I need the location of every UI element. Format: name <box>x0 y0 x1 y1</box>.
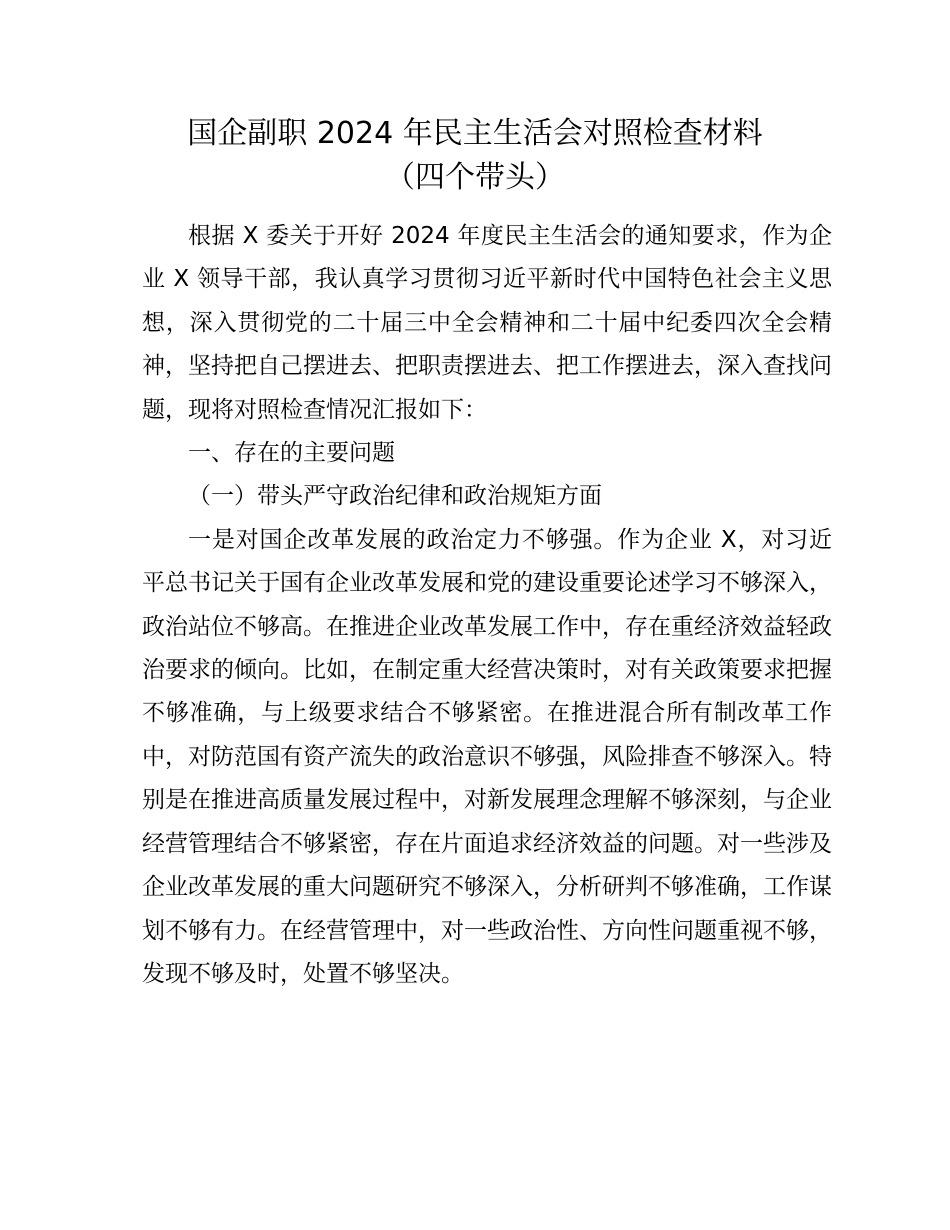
subsection-heading: （一）带头严守政治纪律和政治规矩方面 <box>188 483 602 510</box>
document-title: 国企副职 2024 年民主生活会对照检查材料 <box>187 116 763 151</box>
section-heading: 一、存在的主要问题 <box>188 440 395 467</box>
intro-paragraph: 根据 X 委关于开好 2024 年度民主生活会的通知要求，作为企业 X 领导干部，我认真学习贯彻习近平新时代中国特色社会主义思想，深入贯彻党的二十届三中全会精神和二十届中纪委四次全会精神，坚持把自己摆进去、把职责摆进去、把工作摆进去，深入查找问题，现将对照检查情况汇报如下： <box>142 223 832 423</box>
body-paragraph: 一是对国企改革发展的政治定力不够强。作为企业 X，对习近平总书记关于国有企业改革发展和党的建设重要论述学习不够深入，政治站位不够高。在推进企业改革发展工作中，存在重经济效益轻政治要求的倾向。比如，在制定重大经营决策时，对有关政策要求把握不够准确，与上级要求结合不够紧密。在推进混合所有制改革工作中，对防范国有资产流失的政治意识不够强，风险排查不够深入。特别是在推进高质量发展过程中，对新发展理念理解不够深刻，与企业经营管理结合不够紧密，存在片面追求经济效益的问题。对一些涉及企业改革发展的重大问题研究不够深入，分析研判不够准确，工作谋划不够有力。在经营管理中，对一些政治性、方向性问题重视不够，发现不够及时，处置不够坚决。 <box>142 526 832 987</box>
document-body <box>142 215 832 996</box>
document-subtitle: （四个带头） <box>385 160 565 195</box>
